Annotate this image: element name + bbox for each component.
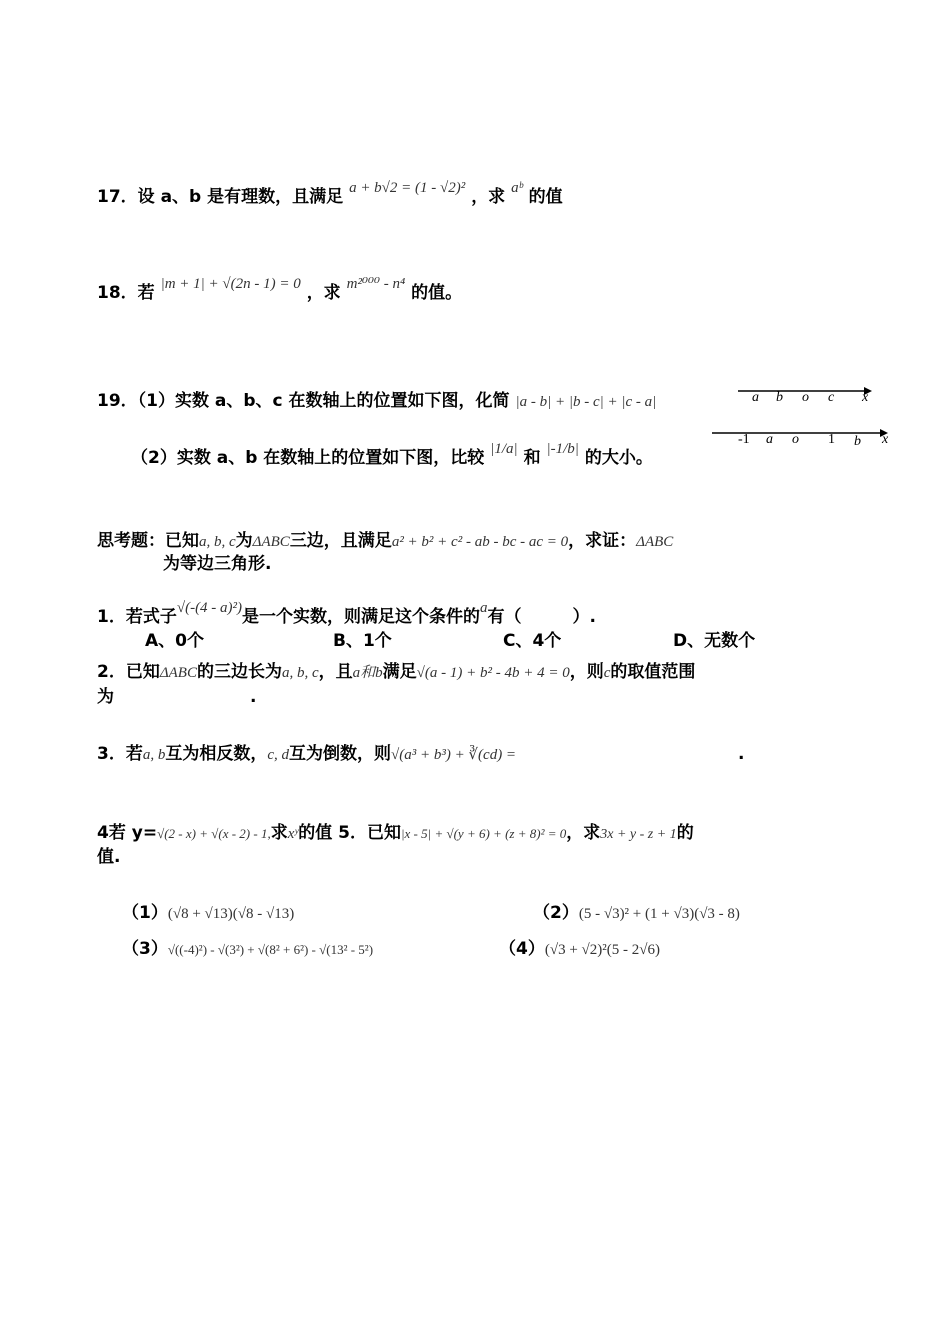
p45-tail: 的 — [676, 823, 694, 843]
p2-mid2: ，且 — [318, 662, 353, 682]
q17-lead: 17．设 a、b 是有理数，且满足 — [97, 187, 344, 207]
q19-part2-tail: 的大小。 — [584, 448, 653, 468]
think-mid1: 为 — [235, 531, 253, 551]
calc-1 — [122, 902, 294, 925]
axis2-label-x: x — [882, 432, 889, 447]
p2-mid4: ，则 — [569, 662, 604, 682]
question-18 — [97, 276, 463, 305]
number-line-2 — [712, 426, 897, 452]
axis2-label-1: 1 — [828, 432, 835, 447]
think-line2: 为等边三角形. — [163, 554, 272, 574]
axis2-label-a: a — [766, 432, 773, 447]
q18-target: m²⁰⁰⁰ - n⁴ — [346, 276, 406, 292]
think-mid2: 三边，且满足 — [289, 531, 392, 551]
p45-line2: 值. — [97, 847, 121, 867]
p3-tail: . — [738, 744, 745, 764]
axis2-label-minus1: -1 — [738, 432, 750, 447]
p1-tail: 有（ ）. — [487, 607, 597, 627]
p3-formula: √(a³ + b³) + ∛(cd) = — [391, 747, 517, 763]
calc-2-formula: (5 - √3)² + (1 + √3)(√3 - 8) — [578, 906, 740, 922]
p2-vars: a, b, c — [281, 665, 319, 681]
think-lead: 思考题：已知 — [97, 531, 199, 551]
p2-line2: 为 . — [97, 687, 257, 707]
axis1-label-o: o — [802, 390, 809, 405]
p1-mid: 是一个实数，则满足这个条件的 — [242, 607, 481, 627]
p1-formula: √(-(4 - a)²) — [176, 600, 243, 616]
p45-formula1: √(2 - x) + √(x - 2) - 1, — [157, 826, 271, 841]
q17-formula: a + b√2 = (1 - √2)² — [349, 180, 466, 196]
number-line-1 — [738, 384, 878, 410]
think-vars: a, b, c — [199, 534, 236, 550]
calc-4 — [499, 938, 660, 961]
p2-mid3: 满足 — [382, 662, 417, 682]
think-question — [97, 530, 673, 553]
think-tri: ΔABC — [252, 534, 290, 550]
calc-2 — [533, 902, 740, 925]
think-formula: a² + b² + c² - ab - bc - ac = 0 — [391, 534, 569, 550]
p3-cd: c, d — [267, 747, 290, 763]
p45-lead: 4若 y= — [97, 823, 158, 843]
calc-4-formula: (√3 + √2)²(5 - 2√6) — [544, 942, 660, 958]
q18-tail: 的值。 — [411, 283, 463, 303]
calc-3 — [122, 938, 373, 961]
p3-mid1: 互为相反数， — [165, 744, 268, 764]
q19-part2-formula-2: |-1/b| — [546, 441, 579, 457]
q18-mid: ，求 — [306, 283, 341, 303]
p1-option-c: C、4个 — [503, 631, 562, 651]
p1-var: a — [480, 600, 488, 616]
p2-lead: 2．已知 — [97, 662, 160, 682]
calc-3-formula: √((-4)²) - √(3²) + √(8² + 6²) - √(13² - 5²) — [167, 942, 374, 957]
problem-4-5 — [97, 822, 694, 846]
p2-tri: ΔABC — [159, 665, 197, 681]
p3-mid2: 互为倒数，则 — [289, 744, 392, 764]
axis1-label-c: c — [828, 390, 835, 405]
p1-option-b: B、1个 — [333, 631, 392, 651]
think-tri2: ΔABC — [636, 534, 674, 550]
p45-formula2: |x - 5| + √(y + 6) + (z + 8)² = 0 — [400, 826, 567, 841]
p45-mid3: ，求 — [566, 823, 601, 843]
q19-part1-lead: 19．（1）实数 a、b、c 在数轴上的位置如下图，化简 — [97, 391, 510, 411]
p3-ab: a, b — [142, 747, 166, 763]
q17-tail: 的值 — [528, 187, 563, 207]
question-19-part2 — [131, 441, 653, 470]
problem-2 — [97, 661, 695, 684]
axis2-label-b: b — [854, 434, 861, 449]
calc-3-num: （3） — [122, 939, 168, 959]
problem-1 — [97, 600, 597, 629]
calc-1-num: （1） — [122, 903, 168, 923]
axis1-label-b: b — [776, 390, 783, 405]
p2-tail: 的取值范围 — [610, 662, 696, 682]
q18-formula: |m + 1| + √(2n - 1) = 0 — [160, 276, 301, 292]
p45-target: xʸ — [287, 826, 299, 842]
question-17 — [97, 180, 563, 209]
axis1-label-a: a — [752, 390, 759, 405]
calc-1-formula: (√8 + √13)(√8 - √13) — [167, 906, 295, 922]
p45-target2: 3x + y - z + 1 — [600, 827, 677, 842]
question-19-part1 — [97, 390, 656, 413]
calc-4-num: （4） — [499, 939, 545, 959]
q17-target: aᵇ — [511, 180, 523, 196]
q19-part2-lead: （2）实数 a、b 在数轴上的位置如下图，比较 — [131, 448, 485, 468]
p1-lead: 1．若式子 — [97, 607, 177, 627]
axis1-label-x: x — [862, 390, 869, 405]
q18-lead: 18．若 — [97, 283, 155, 303]
p2-formula: √(a - 1) + b² - 4b + 4 = 0 — [416, 665, 570, 681]
p3-lead: 3．若 — [97, 744, 143, 764]
q19-part1-formula: |a - b| + |b - c| + |c - a| — [515, 394, 657, 410]
q17-mid: ，求 — [471, 187, 506, 207]
p2-ab: a和b — [352, 665, 383, 681]
p2-mid1: 的三边长为 — [196, 662, 282, 682]
think-mid3: ，求证： — [568, 531, 637, 551]
problem-3 — [97, 743, 516, 766]
p45-mid2: 的值 5．已知 — [298, 823, 401, 843]
q19-part2-formula-1: |1/a| — [490, 441, 518, 457]
p2-var: c — [603, 665, 611, 681]
calc-2-num: （2） — [533, 903, 579, 923]
p1-option-d: D、无数个 — [673, 631, 756, 651]
axis2-label-o: o — [792, 432, 799, 447]
p1-option-a: A、0个 — [145, 631, 204, 651]
p45-mid1: 求 — [270, 823, 288, 843]
q19-part2-and: 和 — [523, 448, 541, 468]
